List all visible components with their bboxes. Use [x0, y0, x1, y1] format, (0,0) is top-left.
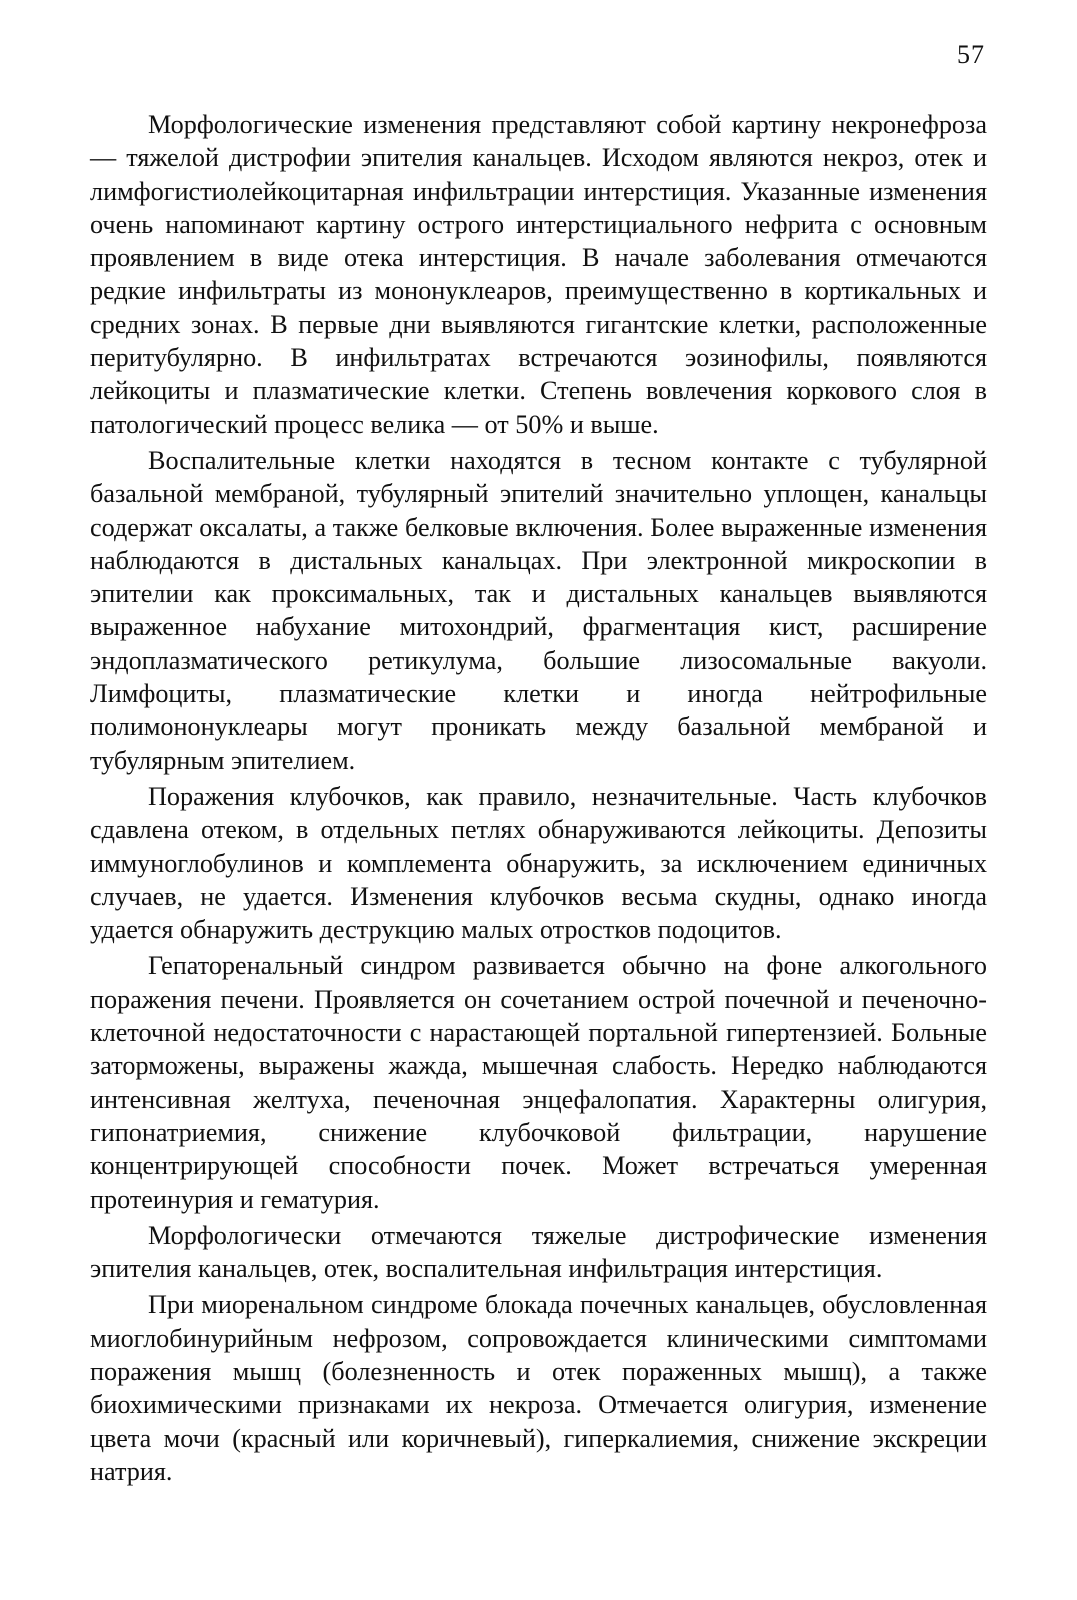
paragraph-hepatorenal-syndrome: Гепаторенальный синдром развивается обычно на фоне алкогольного поражения печени. Проявляется он сочетанием острой почечной и печеночно-клеточной недостаточности с нарастающей портальной гипертензией. Больные заторможены, выражены жажда, мышечная слабость. Нередко наблюдаются интенсивная желтуха, печеночная энцефалопатия. Характерны олигурия, гипонатриемия, снижение клубочковой фильтрации, нарушение концентрирующей способности почек. Может встречаться умеренная протеинурия и гематурия.: [90, 951, 987, 1214]
body-text: [90, 108, 987, 1491]
paragraph-morphology-necronephrosis: Морфологические изменения представляют собой картину некронефроза — тяжелой дистрофии эпителия канальцев. Исходом являются некроз, отек и лимфогистиолейкоцитарная инфильтрации интерстиция. Указанные изменения очень напоминают картину острого интерстициального нефрита с основным проявлением в виде отека интерстиция. В начале заболевания отмечаются редкие инфильтраты из мононуклеаров, преимущественно в кортикальных и средних зонах. В первые дни выявляются гигантские клетки, расположенные перитубулярно. В инфильтратах встречаются эозинофилы, появляются лейкоциты и плазматические клетки. Степень вовлечения коркового слоя в патологический процесс велика — от 50% и выше.: [90, 110, 987, 439]
paragraph-inflammatory-cells: Воспалительные клетки находятся в тесном контакте с тубулярной базальной мембраной, тубулярный эпителий значительно уплощен, канальцы содержат оксалаты, а также белковые включения. Более выраженные изменения наблюдаются в дистальных канальцах. При электронной микроскопии в эпителии как проксимальных, так и дистальных канальцев выявляются выраженное набухание митохондрий, фрагментация кист, расширение эндоплазматического ретикулума, большие лизосомальные вакуоли. Лимфоциты, плазматические клетки и иногда нейтрофильные полимононуклеары могут проникать между базальной мембраной и тубулярным эпителием.: [90, 445, 987, 775]
paragraph-glomerular-lesions: Поражения клубочков, как правило, незначительные. Часть клубочков сдавлена отеком, в отдельных петлях обнаруживаются лейкоциты. Депозиты иммуноглобулинов и комплемента обнаружить, за исключением единичных случаев, не удается. Изменения клубочков весьма скудны, однако иногда удается обнаружить деструкцию малых отростков подоцитов.: [90, 781, 987, 945]
page-number: 57: [957, 40, 985, 69]
paragraph-morphology-epithelium: Морфологически отмечаются тяжелые дистрофические изменения эпителия канальцев, отек, воспалительная инфильтрация интерстиция.: [90, 1220, 987, 1284]
paragraph-myorenal-syndrome: При миоренальном синдроме блокада почечных канальцев, обусловленная миоглобинурийным нефрозом, сопровождается клиническими симптомами поражения мышц (болезненность и отек пораженных мышц), а также биохимическими признаками их некроза. Отмечается олигурия, изменение цвета мочи (красный или коричневый), гиперкалиемия, снижение экскреции натрия.: [90, 1290, 987, 1486]
